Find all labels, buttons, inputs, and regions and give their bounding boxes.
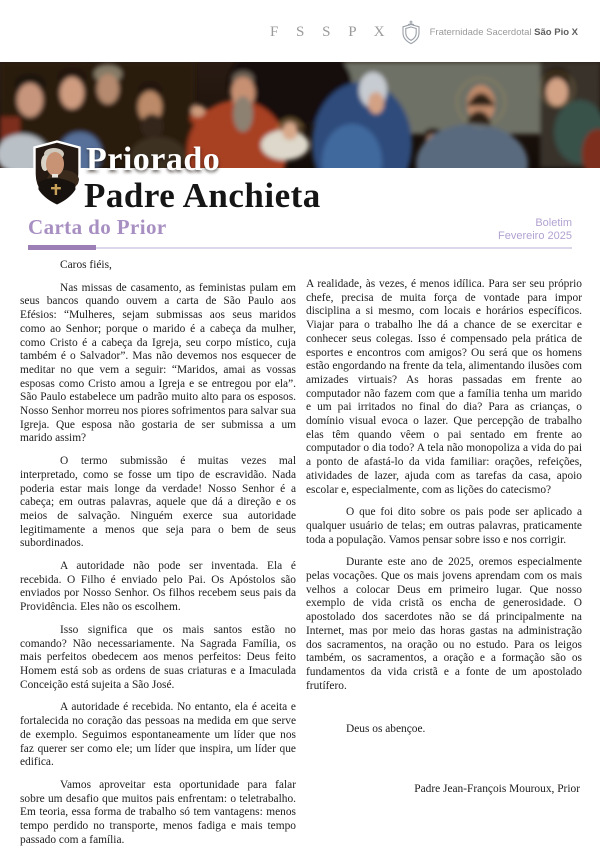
letter-body (20, 259, 582, 849)
paragraph: O termo submissão é muitas vezes mal interpretado, como se fosse um tipo de escravidão. Nada poderia estar mais longe da verdade! Nosso Senhor é a cabeça; em outras palavras, aquele que dá a direção e os meios de salvação. Ninguém exerce sua autoridade legitimamente a menos que seja para o bem de seus subordinados. (20, 455, 296, 550)
letter-column-2 (306, 259, 582, 849)
fsspx-acronym: F S S P X (269, 24, 392, 40)
org-name-bold: São Pio X (534, 27, 578, 38)
paragraph: A realidade, às vezes, é menos idílica. Para ser seu próprio chefe, precisa de muita força de vontade para impor disciplina a si mesmo, com locais e horários específicos. Viajar para o trabalho lhe dá a chance de se exercitar e conhecer seus colegas. Isso é compensado pela prática de esportes e encontros com amigos? Ou será que os homens estão engordando na frente da tela, alimentando ilusões com amizades virtuais? As horas passadas em frente ao computador não fazem com que a família tenha um marido e um pai irritados no final do dia? Para as crianças, o domínio visual evoca o lazer. Que percepção de trabalho elas têm quando vêem o pai sentado em frente ao computador o dia todo? A tela não monopoliza a vida do pai a ponto de afastá-lo da vida familiar: orações, refeições, atividades de lazer, ajuda com as tarefas da casa, apoio escolar e, especialmente, com as lições do catecismo? (306, 278, 582, 496)
paragraph: Nas missas de casamento, as feministas pulam em seus bancos quando ouvem a carta de São Paulo aos Efésios: “Mulheres, sejam submissas aos seus maridos como ao Senhor; porque o marido é a cabeça da mulher, como Cristo é a cabeça da Igreja, seu corpo místico, cuja também é o Salvador”. Mas não devemos nos esquecer de meditar no que vem a seguir: “Maridos, amai as vossas esposas como Cristo amou a Igreja e se entregou por ela”. São Paulo estabelece um padrão muito alto para os esposos. Nosso Senhor morreu nos piores sofrimentos para salvar sua Igreja. Que esposa não gostaria de ser submissa a um marido assim? (20, 281, 296, 445)
padre-anchieta-portrait (33, 140, 81, 206)
masthead-title-line1: Priorado (86, 141, 221, 178)
paragraph: Durante este ano de 2025, oremos especialmente pelas vocações. Que os mais jovens aprendam com os mais velhos a colocar Deus em primeiro lugar. Que nosso exemplo de vida cristã os encha de generosidade. O apostolado dos sacerdotes não se dá principalmente na Internet, mas por meio das horas gastas na administração dos sacramentos, na oração ou no estudo. Para os leigos também, os sacramentos, a oração e a formação são os fundamentos da vida cristã e a fonte de um apostolado frutífero. (306, 556, 582, 692)
divider-accent-bar (28, 245, 96, 250)
fsspx-crest-icon (401, 20, 421, 45)
paragraph: A autoridade não pode ser inventada. Ela é recebida. O Filho é enviado pelo Pai. Os Apóstolos são enviados por Nosso Senhor. Os filhos recebem seus pais da Providência. Eles não os escolhem. (20, 560, 296, 614)
issue-label: Boletim (535, 217, 572, 229)
issue-date: Fevereiro 2025 (498, 230, 572, 242)
section-divider (28, 245, 572, 250)
org-name (430, 27, 578, 38)
letter-column-1 (20, 259, 296, 849)
divider-thin-line (28, 247, 572, 249)
signature: Padre Jean-François Mouroux, Prior (414, 783, 580, 796)
issue-info (498, 217, 572, 243)
org-name-normal: Fraternidade Sacerdotal (429, 27, 535, 38)
masthead-title-line2: Padre Anchieta (84, 176, 321, 215)
paragraph: Isso significa que os mais santos estão no comando? Não necessariamente. Na Sagrada Família, os mais perfeitos obedecem aos menos perfeitos: Deus feito Homem está sob as ordens de suas criaturas e a Imaculada Conceição está sujeita a São José. (20, 623, 296, 691)
paragraph: Vamos aproveitar esta oportunidade para falar sobre um desafio que muitos pais enfrentam: o teletrabalho. Em teoria, essa forma de trabalho só tem vantagens: menos tempo perdido no transporte, menos fadiga e mais tempo passado com a família. (20, 778, 296, 846)
section-title: Carta do Prior (28, 215, 167, 239)
paragraph: O que foi dito sobre os pais pode ser aplicado a qualquer usuário de telas; em outras palavras, praticamente toda a população. Vamos pensar sobre isso e nos corrigir. (306, 506, 582, 546)
org-header (0, 20, 578, 45)
closing-blessing: Deus os abençoe. (346, 723, 426, 736)
paragraph: A autoridade é recebida. No entanto, ela é aceita e fortalecida no coração das pessoas na medida em que serve de exemplo. Seguimos espontaneamente um líder que nos faz querer ser como ele; um líder que inspira, um líder que edifica. (20, 701, 296, 769)
salutation: Caros fiéis, (60, 259, 112, 271)
